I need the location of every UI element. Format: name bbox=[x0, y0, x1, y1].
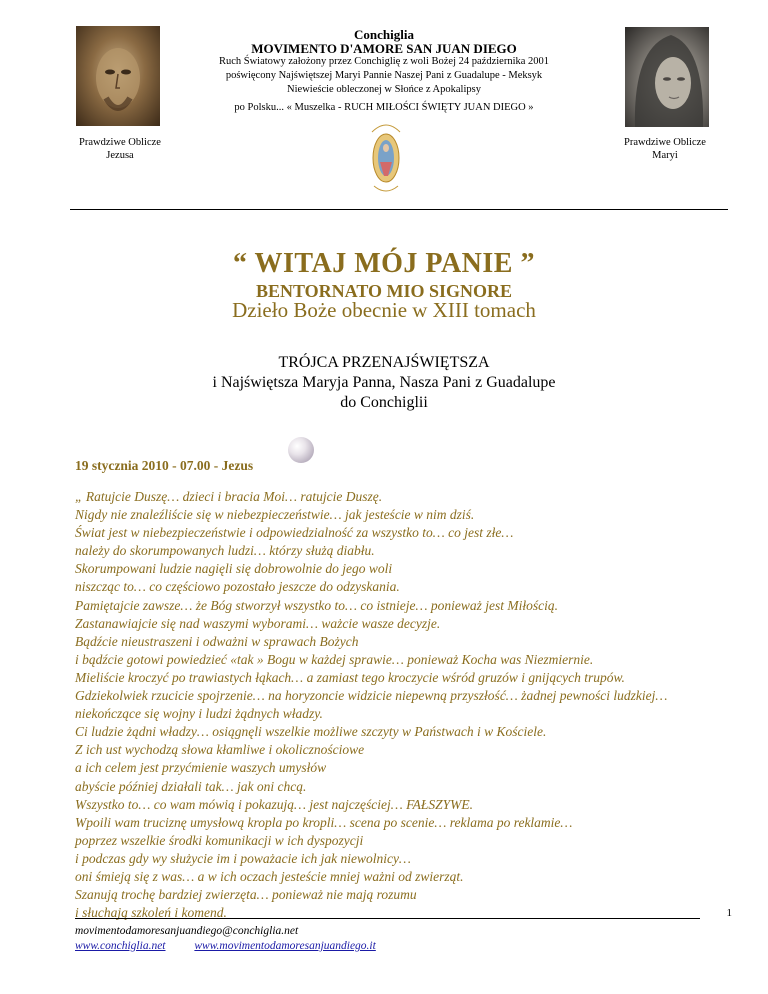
header-title-line2: MOVIMENTO D'AMORE SAN JUAN DIEGO bbox=[251, 41, 517, 56]
page-number: 1 bbox=[726, 907, 732, 919]
message-line: poprzez wszelkie środki komunikacji w ich dyspozycji bbox=[75, 832, 364, 848]
message-line: Gdziekolwiek rzucicie spojrzenie… na horyzoncie widzicie niepewną przyszłość… żadnej pewności ludzkiej… bbox=[75, 688, 668, 704]
trinity-line1: TRÓJCA PRZENAJŚWIĘTSZA bbox=[278, 354, 490, 371]
header-line1: Ruch Światowy założony przez Conchiglię z woli Bożej 24 października 2001 bbox=[218, 56, 550, 67]
movement-emblem-logo bbox=[366, 118, 406, 198]
message-line: Nigdy nie znaleźliście się w niebezpieczeństwie… jak jesteście w nim dziś. bbox=[75, 507, 475, 523]
message-line: abyście później działali tak… jak oni chcą. bbox=[75, 778, 307, 794]
message-line: a ich celem jest przyćmienie waszych umysłów bbox=[75, 760, 327, 776]
main-title: “ WITAJ MÓJ PANIE ” bbox=[233, 248, 535, 279]
header-divider bbox=[70, 209, 728, 210]
message-line: i podczas gdy wy służycie im i poważacie ich jak niewolnicy… bbox=[75, 850, 411, 866]
trinity-line2: i Najświętsza Maryja Panna, Nasza Pani z Guadalupe bbox=[212, 374, 556, 391]
message-line: i słuchają szkoleń i komend. bbox=[75, 905, 227, 921]
header-line4: po Polsku... « Muszelka - RUCH MIŁOŚCI ŚWIĘTY JUAN DIEGO » bbox=[234, 102, 534, 113]
message-line: Wpoili wam truciznę umysłową kropla po kropli… scena po scenie… reklama po reklamie… bbox=[75, 814, 573, 830]
mary-face-illustration bbox=[625, 27, 709, 127]
message-line: niszcząc to… co częściowo pozostało jeszcze do odzyskania. bbox=[75, 579, 400, 595]
message-line: Ci ludzie żądni władzy… osiągnęli wszelkie możliwe szczyty w Państwach i w Kościele. bbox=[75, 724, 547, 740]
footer-email: movimentodamoresanjuandiego@conchiglia.net bbox=[75, 925, 299, 937]
caption-mary-line1: Prawdziwe Oblicze bbox=[624, 137, 706, 148]
message-date: 19 stycznia 2010 - 07.00 - Jezus bbox=[75, 458, 254, 473]
message-line: Mieliście kroczyć po trawiastych łąkach… a zamiast tego kroczycie wśród gruzów i gnijących trupów. bbox=[75, 669, 625, 685]
message-body bbox=[75, 488, 725, 922]
mary-face-image bbox=[625, 27, 709, 127]
caption-jesus-line2: Jezusa bbox=[106, 150, 134, 161]
link-movimento[interactable]: www.movimentodamoresanjuandiego.it bbox=[194, 940, 376, 952]
link-conchiglia[interactable]: www.conchiglia.net bbox=[75, 940, 166, 952]
header-line3: Niewieście obleczonej w Słońce z Apokalipsy bbox=[287, 84, 481, 95]
message-line: Szanują trochę bardziej zwierzęta… ponieważ nie mają rozumu bbox=[75, 887, 417, 903]
message-line: Pamiętajcie zawsze… że Bóg stworzył wszystko to… co istnieje… ponieważ jest Miłością. bbox=[75, 597, 558, 613]
message-line: niekończące się wojny i ludzi żądnych władzy. bbox=[75, 706, 323, 722]
shell-emblem-icon bbox=[366, 118, 406, 198]
trinity-line3: do Conchiglii bbox=[340, 394, 428, 411]
message-line: „ Ratujcie Duszę… dzieci i bracia Moi… ratujcie Duszę. bbox=[75, 489, 383, 504]
message-line: Bądźcie nieustraszeni i odważni w sprawach Bożych bbox=[75, 633, 359, 649]
message-line: Wszystko to… co wam mówią i pokazują… jest najczęściej… FAŁSZYWE. bbox=[75, 796, 473, 812]
caption-jesus-line1: Prawdziwe Oblicze bbox=[79, 137, 161, 148]
footer-links bbox=[75, 940, 376, 952]
sub-title: BENTORNATO MIO SIGNORE bbox=[255, 281, 513, 301]
message-line: i bądźcie gotowi powiedzieć «tak » Bogu w każdej sprawie… ponieważ Kocha was Niezmiernie. bbox=[75, 651, 594, 667]
message-line: należy do skorumpowanych ludzi… którzy służą diabłu. bbox=[75, 543, 375, 559]
message-line: Z ich ust wychodzą słowa kłamliwe i okolicznościowe bbox=[75, 742, 365, 758]
message-line: Skorumpowani ludzie nagięli się dobrowolnie do jego woli bbox=[75, 561, 393, 577]
jesus-face-illustration bbox=[76, 26, 160, 126]
tomes-subtitle: Dzieło Boże obecnie w XIII tomach bbox=[232, 298, 536, 322]
caption-mary-line2: Maryi bbox=[652, 150, 678, 161]
header-title-line1: Conchiglia bbox=[354, 27, 414, 42]
message-line: oni śmieją się z was… a w ich oczach jesteście mniej ważni od zwierząt. bbox=[75, 868, 464, 884]
message-line: Świat jest w niebezpieczeństwie i odpowiedzialność za wszystko to… co jest złe… bbox=[75, 525, 514, 541]
footer-divider bbox=[75, 918, 700, 919]
message-line: Zastanawiajcie się nad waszymi wyborami… ważcie wasze decyzje. bbox=[75, 615, 441, 631]
header-line2: poświęcony Najświętszej Maryi Pannie Naszej Pani z Guadalupe - Meksyk bbox=[225, 70, 543, 81]
jesus-face-image bbox=[76, 26, 160, 126]
